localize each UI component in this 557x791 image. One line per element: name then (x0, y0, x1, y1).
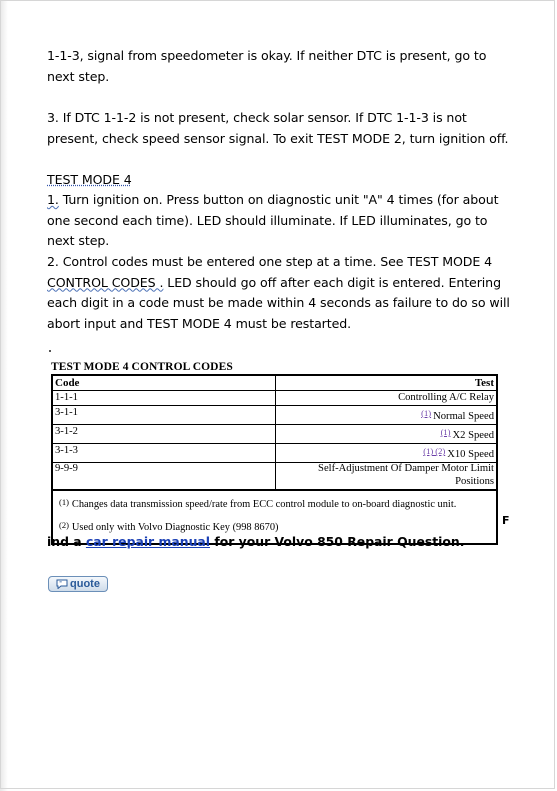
test-text: X2 Speed (452, 430, 494, 441)
stray-dot (49, 350, 51, 352)
code-cell: 3-1-3 (52, 444, 276, 463)
test-text: Controlling A/C Relay (398, 392, 494, 403)
step-2-text-b: LED should go off after each digit is entered. Entering each digit in a code must be made within 4 seconds as failure to do so will abort input and TEST MODE 4 must be restarted. (47, 274, 510, 331)
paragraph-step-3: 3. If DTC 1-1-2 is not present, check solar sensor. If DTC 1-1-3 is not present, check speed sensor signal. To exit TEST MODE 2, turn ignition off. (47, 110, 509, 146)
footnote-2-text: Used only with Volvo Diagnostic Key (998 8670) (71, 522, 279, 533)
table-row (52, 463, 497, 491)
svg-text:": " (59, 581, 62, 587)
table-row (52, 444, 497, 463)
table-row (52, 391, 497, 406)
test-cell (276, 444, 498, 463)
footnote-ref[interactable]: (1) (421, 408, 432, 418)
paragraph-step-1 (47, 190, 517, 252)
test-text: X10 Speed (447, 449, 494, 460)
footnote-2-ref: (2) (59, 520, 69, 530)
speech-bubble-icon (56, 579, 68, 589)
step-1-number: 1. (47, 192, 59, 207)
quote-button[interactable] (48, 576, 108, 592)
code-cell: 9-9-9 (52, 463, 276, 491)
control-codes-figure (51, 360, 498, 545)
step-2-text-a: 2. Control codes must be entered one step at a time. See TEST MODE 4 (47, 254, 493, 269)
test-cell (276, 463, 498, 491)
footer-suffix: for your Volvo 850 Repair Question. (210, 534, 465, 549)
test-text: Self-Adjustment Of Damper Motor Limit Positions (318, 463, 494, 487)
code-cell: 3-1-2 (52, 425, 276, 444)
footnote-1-ref: (1) (59, 497, 69, 507)
footnote-1 (59, 492, 490, 515)
footnote-ref[interactable]: (1) (2) (423, 446, 446, 456)
control-codes-reference: CONTROL CODES . (47, 274, 164, 290)
heading-text: TEST MODE 4 (47, 172, 132, 187)
stray-letter: F (502, 514, 510, 527)
table-header-row (52, 375, 497, 391)
paragraph-speedometer: 1-1-3, signal from speedometer is okay. If neither DTC is present, go to next step. (47, 48, 487, 84)
table-row (52, 406, 497, 425)
test-cell (276, 391, 498, 406)
test-mode-4-heading (47, 170, 517, 191)
table-row (52, 425, 497, 444)
test-cell (276, 425, 498, 444)
footer-prefix: ind a (47, 534, 86, 549)
code-cell: 3-1-1 (52, 406, 276, 425)
test-text: Normal Speed (433, 411, 494, 422)
footnote-ref[interactable]: (1) (440, 427, 451, 437)
header-test: Test (276, 375, 498, 391)
paragraph-step-2 (47, 252, 517, 334)
car-repair-manual-link[interactable]: car repair manual (85, 534, 211, 549)
code-cell: 1-1-1 (52, 391, 276, 406)
test-cell (276, 406, 498, 425)
repair-manual-line (47, 534, 464, 549)
step-1-text: Turn ignition on. Press button on diagnostic unit "A" 4 times (for about one second each time). LED should illuminate. If LED illuminates, go to next step. (47, 192, 499, 248)
footnote-1-text: Changes data transmission speed/rate from ECC control module to on-board diagnostic unit. (71, 499, 457, 510)
figure-title: TEST MODE 4 CONTROL CODES (51, 361, 233, 373)
quote-label: quote (70, 578, 100, 590)
control-codes-table (51, 374, 498, 491)
header-code: Code (52, 375, 276, 391)
